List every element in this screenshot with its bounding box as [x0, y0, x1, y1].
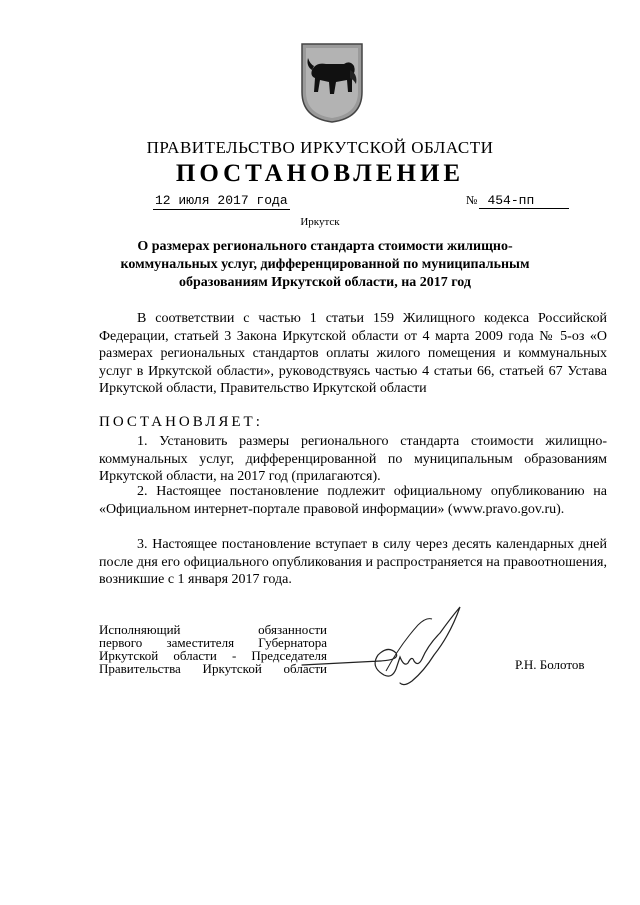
decree-title: О размерах регионального стандарта стоимости жилищно-коммунальных услуг, дифференцированной по муниципальным образованиям Иркутской области, на 2017 год [120, 239, 530, 290]
city-label: Иркутск [300, 216, 340, 228]
position-line: Правительства Иркутской области [99, 661, 327, 676]
coat-of-arms-emblem [300, 40, 364, 124]
decree-item: 2. Настоящее постановление подлежит официальному опубликованию на «Официальном интернет-портале правовой информации» (www.pravo.gov.ru). [99, 484, 607, 517]
signatory-position [99, 623, 327, 675]
preamble-paragraph: В соответствии с частью 1 статьи 159 Жилищного кодекса Российской Федерации, статьей 3 Закона Иркутской области от 4 марта 2009 года № 5-оз «О размерах региональных стандартов оплаты жилого помещения и коммунальных услуг в Иркутской области», руководствуясь частью 4 статьи 66, статьей 67 Устава Иркутской области, Правительство Иркутской области [99, 311, 607, 396]
government-name: ПРАВИТЕЛЬСТВО ИРКУТСКОЙ ОБЛАСТИ [146, 138, 494, 157]
position-line: Иркутской области - Председателя [99, 648, 327, 663]
decree-item: 3. Настоящее постановление вступает в силу через десять календарных дней после дня его официального опубликования и распространяется на правоотношения, возникшие с 1 января 2017 года. [99, 537, 607, 587]
position-line: Исполняющий обязанности [99, 622, 327, 637]
decree-date: 12 июля 2017 года [155, 193, 288, 208]
decree-number-field [466, 193, 569, 209]
number-sign: № [466, 193, 478, 207]
signer-name: Р.Н. Болотов [515, 657, 585, 672]
decree-number: 454-пп [479, 193, 569, 209]
position-line: первого заместителя Губернатора [99, 635, 327, 650]
handwritten-signature [300, 605, 475, 700]
decree-item: 1. Установить размеры регионального стандарта стоимости жилищно-коммунальных услуг, дифференцированной по муниципальным образованиям Иркутской области, на 2017 год (прилагаются). [99, 434, 607, 484]
document-type-heading: ПОСТАНОВЛЕНИЕ [175, 160, 465, 187]
resolves-heading: ПОСТАНОВЛЯЕТ: [99, 414, 263, 430]
